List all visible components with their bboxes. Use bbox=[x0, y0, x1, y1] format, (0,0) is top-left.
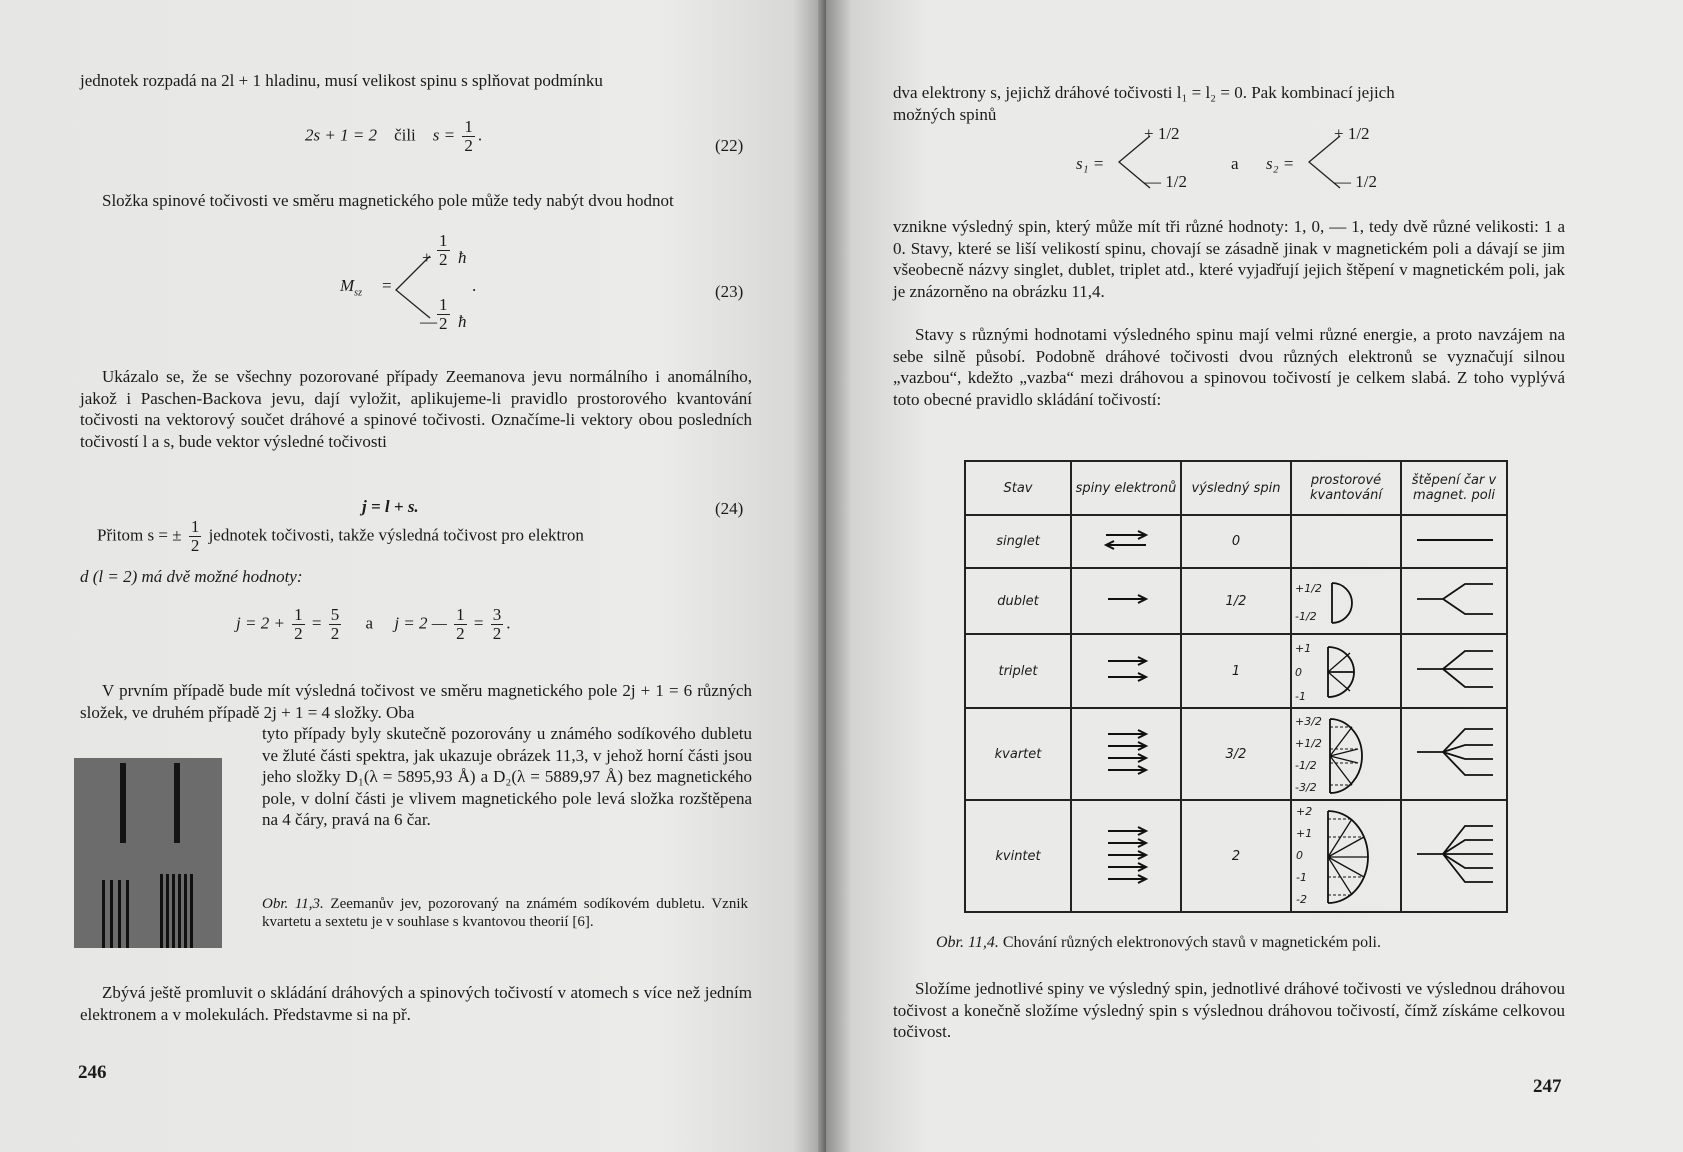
eq-sign: + bbox=[422, 248, 432, 267]
quantization-cell: +3/2 +1/2 -1/2 -3/2 bbox=[1291, 708, 1401, 800]
fraction: $\frac{1}{2}$ bbox=[190, 517, 200, 555]
paragraph: Stavy s různými hodnotami výsledného spinu mají velmi různé energie, a proto navzájem na sebe silně působí. Podobně dráhové točivosti dvou různých elektronů se vyznačují silnou „vazbou“, kdežto „vazba“ mezi dráhovou a spinovou točivostí je celkem slabá. Z toho vyplývá toto obecné pravidlo skládání točivostí: bbox=[893, 325, 1565, 409]
fraction: $\frac{1}{2}$ bbox=[439, 295, 448, 333]
equation-22: 2s + 1 = 2 čili s = $\frac{1}{2}$ . bbox=[305, 117, 483, 155]
state-name: kvartet bbox=[965, 708, 1071, 800]
state-name: kvintet bbox=[965, 800, 1071, 912]
table-header: spiny elektronů bbox=[1071, 461, 1181, 515]
paragraph-line: Přitom s = ± $\frac{1}{2}$ jednotek točivosti, takže výsledná točivost pro elektron bbox=[97, 517, 584, 555]
paragraph: Zbývá ještě promluvit o skládání dráhových a spinových točivostí v atomech s více než jedním elektronem a v molekulách. Představme si na př. bbox=[80, 983, 752, 1024]
table-header: prostorové kvantování bbox=[1291, 461, 1401, 515]
state-name: dublet bbox=[965, 568, 1071, 634]
table-row bbox=[965, 708, 1507, 800]
table-header: výsledný spin bbox=[1181, 461, 1291, 515]
spin-arrows bbox=[1071, 515, 1181, 568]
splitting-diagram bbox=[1401, 634, 1507, 708]
eq-sign: = bbox=[382, 276, 392, 295]
spin-value: 2 bbox=[1181, 800, 1291, 912]
state-name: triplet bbox=[965, 634, 1071, 708]
paragraph: jednotek rozpadá na 2l + 1 hladinu, musí velikost spinu s splňovat podmínku bbox=[80, 71, 603, 90]
spin-equation: s₁ = + 1/2 — 1/2 a s₂ = + 1/2 — 1/2 bbox=[1076, 124, 1377, 191]
page-246 bbox=[0, 0, 826, 1152]
hbar-symbol: ħ bbox=[458, 312, 467, 331]
eq-word: čili bbox=[394, 125, 416, 145]
fraction: $\frac{1}{2}$ bbox=[464, 117, 473, 155]
paragraph: Složíme jednotlivé spiny ve výsledný spin, jednotlivé dráhové točivosti ve výslednou dráhovou točivost a konečně složíme výsledný spin s výslednou dráhovou točivostí, čímž získáme celkovou točivost. bbox=[893, 979, 1565, 1041]
eq-lhs: 2s + 1 = 2 bbox=[305, 125, 378, 145]
quantization-cell: +2 +1 0 -1 -2 bbox=[1291, 800, 1401, 912]
table-header: štěpení čar v magnet. poli bbox=[1401, 461, 1507, 515]
table-row bbox=[965, 568, 1507, 634]
quantization-cell: +1/2 -1/2 bbox=[1291, 568, 1401, 634]
paragraph-line: d (l = 2) má dvě možné hodnoty: bbox=[80, 567, 303, 586]
spin-arrows bbox=[1071, 634, 1181, 708]
equation-25: j = 2 + $\frac{1}{2}$ = $\frac{5}{2}$ a j = 2 — $\frac{1}{2}$ = $\frac{3}{2}$ . bbox=[236, 605, 511, 643]
eq-sign: — bbox=[420, 312, 437, 331]
table-row bbox=[965, 800, 1507, 912]
equation-tag: (22) bbox=[715, 136, 744, 155]
table-header: Stav bbox=[965, 461, 1071, 515]
equation-24: j = l + s. bbox=[362, 497, 419, 516]
spin-value: 1 bbox=[1181, 634, 1291, 708]
page-number: 247 bbox=[1533, 1076, 1562, 1097]
page-247 bbox=[826, 0, 1683, 1152]
state-name: singlet bbox=[965, 515, 1071, 568]
splitting-diagram bbox=[1401, 800, 1507, 912]
spin-arrows bbox=[1071, 708, 1181, 800]
paragraph-line: možných spinů bbox=[893, 105, 997, 124]
fraction: $\frac{1}{2}$ bbox=[439, 231, 448, 269]
hbar-symbol: ħ bbox=[458, 248, 467, 267]
zeeman-photo bbox=[74, 758, 222, 948]
spin-states-table bbox=[964, 460, 1508, 913]
eq-var: s = bbox=[432, 125, 456, 145]
states-table-figure bbox=[964, 460, 1508, 913]
spin-arrows bbox=[1071, 568, 1181, 634]
eq-var: $M_{sz}$ bbox=[340, 276, 362, 299]
table-row bbox=[965, 515, 1507, 568]
figure-caption: Obr. 11,3. Zeemanův jev, pozorovaný na známém sodíkovém dubletu. Vznik kvartetu a sextetu je v souhlase s kvantovou theorií [6]. bbox=[262, 896, 748, 930]
paragraph-line: dva elektrony s, jejichž dráhové točivosti l₁ = l₂ = 0. Pak kombinací jejich bbox=[893, 83, 1395, 102]
spin-value: 1/2 bbox=[1181, 568, 1291, 634]
paragraph: tyto případy byly skutečně pozorovány u známého sodíkového dubletu ve žluté části spektra, jak ukazuje obrázek 11,3, v jehož horní části jsou jeho složky D₁(λ = 5895,93 Å) a D₂(λ = 5889,97 Å) bez magnetického pole, v dolní části je vlivem magnetického pole levá složka rozštěpena na 4 čáry, pravá na 6 čar. bbox=[262, 724, 752, 829]
paragraph: vznikne výsledný spin, který může mít tři různé hodnoty: 1, 0, — 1, tedy dvě různé velikosti: 1 a 0. Stavy, které se liší velikostí spinu, chovají se zásadně jinak v magnetickém poli a dávají se jim všeobecně názvy singlet, dublet, triplet atd., které vyjadřují jejich štěpení v magnetickém poli, jak je znázorněno na obrázku 11,4. bbox=[893, 217, 1565, 301]
spin-arrows bbox=[1071, 800, 1181, 912]
spin-value: 0 bbox=[1181, 515, 1291, 568]
equation-tag: (23) bbox=[715, 282, 744, 301]
splitting-diagram bbox=[1401, 568, 1507, 634]
paragraph: Ukázalo se, že se všechny pozorované případy Zeemanova jevu normálního i anomálního, jakož i Paschen-Backova jevu, dají vyložit, aplikujeme-li pravidlo prostorového kvantování točivosti na vektorový součet dráhové a spinové točivosti. Označíme-li vektory obou posledních točivostí l a s, bude vektor výsledné točivosti bbox=[80, 367, 752, 451]
equation-23: $M_{sz}$ = + $\frac{1}{2}$ ħ . — $\frac{1}{2}$ ħ bbox=[340, 231, 477, 333]
quantization-cell bbox=[1291, 515, 1401, 568]
splitting-diagram bbox=[1401, 515, 1507, 568]
spin-value: 3/2 bbox=[1181, 708, 1291, 800]
quantization-cell: +1 0 -1 bbox=[1291, 634, 1401, 708]
page-number: 246 bbox=[78, 1062, 107, 1083]
table-row bbox=[965, 634, 1507, 708]
paragraph: Složka spinové točivosti ve směru magnetického pole může tedy nabýt dvou hodnot bbox=[102, 191, 674, 210]
figure-caption: Obr. 11,4. Chování různých elektronových stavů v magnetickém poli. bbox=[936, 934, 1381, 951]
paragraph: V prvním případě bude mít výsledná točivost ve směru magnetického pole 2j + 1 = 6 různých složek, ve druhém případě 2j + 1 = 4 složky. Oba bbox=[80, 681, 752, 722]
splitting-diagram bbox=[1401, 708, 1507, 800]
spectral-lines-image bbox=[74, 758, 222, 948]
equation-tag: (24) bbox=[715, 499, 744, 518]
